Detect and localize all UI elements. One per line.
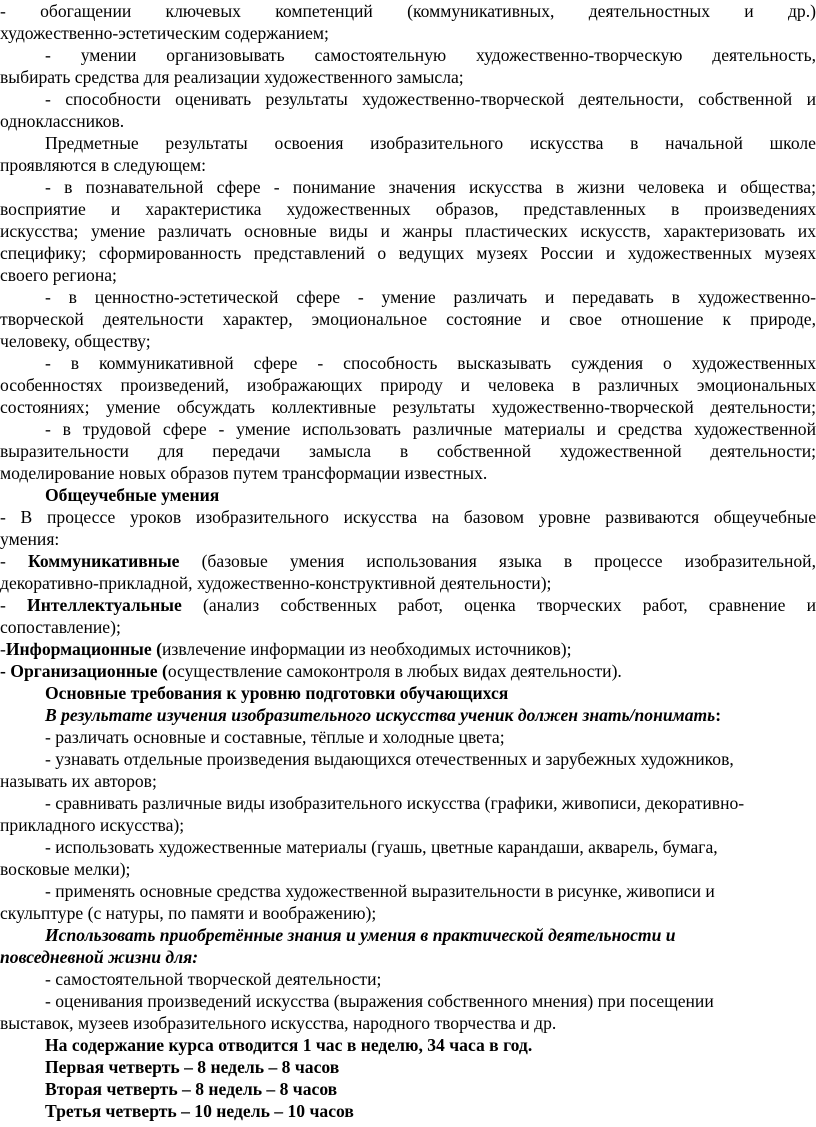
text-line: выставок, музеев изобразительного искусства, народного творчества и др.	[0, 1013, 557, 1033]
section-heading: Общеучебные умения	[45, 485, 220, 505]
skill-line-organizational	[0, 660, 816, 682]
text-line: творческой деятельности характер, эмоциональное состояние и свое отношение к природе,	[0, 309, 816, 329]
text-line: декоративно-прикладной, художественно-конструктивной деятельности);	[0, 573, 552, 593]
text-line: человеку, обществу;	[0, 331, 151, 351]
text-line: восприятие и характеристика художественных образов, представленных в произведениях	[0, 199, 816, 219]
text-line: - различать основные и составные, тёплые и холодные цвета;	[45, 727, 505, 747]
text-line: - узнавать отдельные произведения выдающихся отечественных и зарубежных художников,	[45, 749, 734, 769]
skill-line-intellectual	[0, 594, 816, 616]
quarter-1: Первая четверть – 8 недель – 8 часов	[45, 1057, 340, 1077]
text-line: - сравнивать различные виды изобразительного искусства (графики, живописи, декоративно-	[45, 793, 745, 813]
text-line: проявляются в следующем:	[0, 155, 206, 175]
text-line: восковые мелки);	[0, 859, 131, 879]
text-line: - в ценностно-эстетической сфере - умение различать и передавать в художественно-	[45, 287, 816, 307]
hours-total: На содержание курса отводится 1 час в неделю, 34 часа в год.	[45, 1035, 533, 1055]
text-line: художественно-эстетическим содержанием;	[0, 23, 329, 43]
text-line: - обогащении ключевых компетенций (коммуникативных, деятельностных и др.)	[0, 1, 816, 21]
text-line: одноклассников.	[0, 111, 125, 131]
italic-heading: Использовать приобретённые знания и умения в практической деятельности и	[45, 925, 676, 945]
term-description: (анализ собственных работ, оценка творческих работ, сравнение и	[202, 595, 816, 615]
text-line: моделирование новых образов путем трансформации известных.	[0, 463, 488, 483]
text-line: выбирать средства для реализации художественного замысла;	[0, 67, 464, 87]
text-line: умения:	[0, 529, 60, 549]
section-heading: Основные требования к уровню подготовки обучающихся	[45, 683, 509, 703]
text-line: называть их авторов;	[0, 771, 157, 791]
quarter-2: Вторая четверть – 8 недель – 8 часов	[45, 1079, 338, 1099]
text-line: - применять основные средства художественной выразительности в рисунке, живописи и	[45, 881, 715, 901]
text-line: своего региона;	[0, 265, 117, 285]
term-description: осуществление самоконтроля в любых видах деятельности).	[167, 661, 622, 681]
text-line: состояниях; умение обсуждать коллективные результаты художественно-творческой деятельности;	[0, 397, 816, 417]
italic-heading: В результате изучения изобразительного искусства ученик должен знать/понимать	[45, 705, 716, 725]
text-line: искусства; умение различать основные виды и жанры пластических искусств, характеризовать их	[0, 221, 816, 241]
skill-line-communicative	[0, 550, 816, 572]
term-description: извлечение информации из необходимых источников);	[161, 639, 572, 659]
text-line: - способности оценивать результаты художественно-творческой деятельности, собственной и	[45, 89, 816, 109]
dash: -	[0, 639, 6, 659]
text-line: выразительности для передачи замысла в собственной художественной деятельности;	[0, 441, 816, 461]
text-line: - самостоятельной творческой деятельности;	[45, 969, 382, 989]
text-line: - в трудовой сфере - умение использовать различные материалы и средства художественной	[45, 419, 816, 439]
quarter-3: Третья четверть – 10 недель – 10 часов	[45, 1101, 354, 1121]
text-line: - в познавательной сфере - понимание значения искусства в жизни человека и общества;	[45, 177, 816, 197]
text-line: скульптуре (с натуры, по памяти и воображению);	[0, 903, 377, 923]
dash: -	[0, 551, 28, 571]
text-line: - в коммуникативной сфере - способность высказывать суждения о художественных	[45, 353, 816, 373]
dash: -	[0, 595, 28, 615]
term-description: (базовые умения использования языка в процессе изобразительной,	[201, 551, 816, 571]
text-line: специфику; сформированность представлений о ведущих музеях России и художественных музеях	[0, 243, 816, 263]
colon: :	[715, 705, 722, 725]
term-informational: Информационные (	[5, 639, 162, 659]
text-line: - В процессе уроков изобразительного искусства на базовом уровне развиваются общеучебные	[0, 507, 816, 527]
text-line: - умении организовывать самостоятельную художественно-творческую деятельность,	[45, 45, 816, 65]
text-line: сопоставление);	[0, 617, 121, 637]
text-line: - оценивания произведений искусства (выражения собственного мнения) при посещении	[45, 991, 714, 1011]
italic-heading: повседневной жизни для:	[0, 947, 199, 967]
term-communicative: Коммуникативные	[27, 551, 180, 571]
text-line: Предметные результаты освоения изобразительного искусства в начальной школе	[45, 133, 816, 153]
term-intellectual: Интеллектуальные	[27, 595, 182, 615]
subheading-know	[0, 704, 816, 726]
text-line: прикладного искусства);	[0, 815, 185, 835]
skill-line-informational	[0, 638, 816, 660]
term-organizational: - Организационные (	[0, 661, 168, 681]
text-line: особенностях произведений, изображающих природу и человека в различных эмоциональных	[0, 375, 816, 395]
text-line: - использовать художественные материалы (гуашь, цветные карандаши, акварель, бумага,	[45, 837, 718, 857]
